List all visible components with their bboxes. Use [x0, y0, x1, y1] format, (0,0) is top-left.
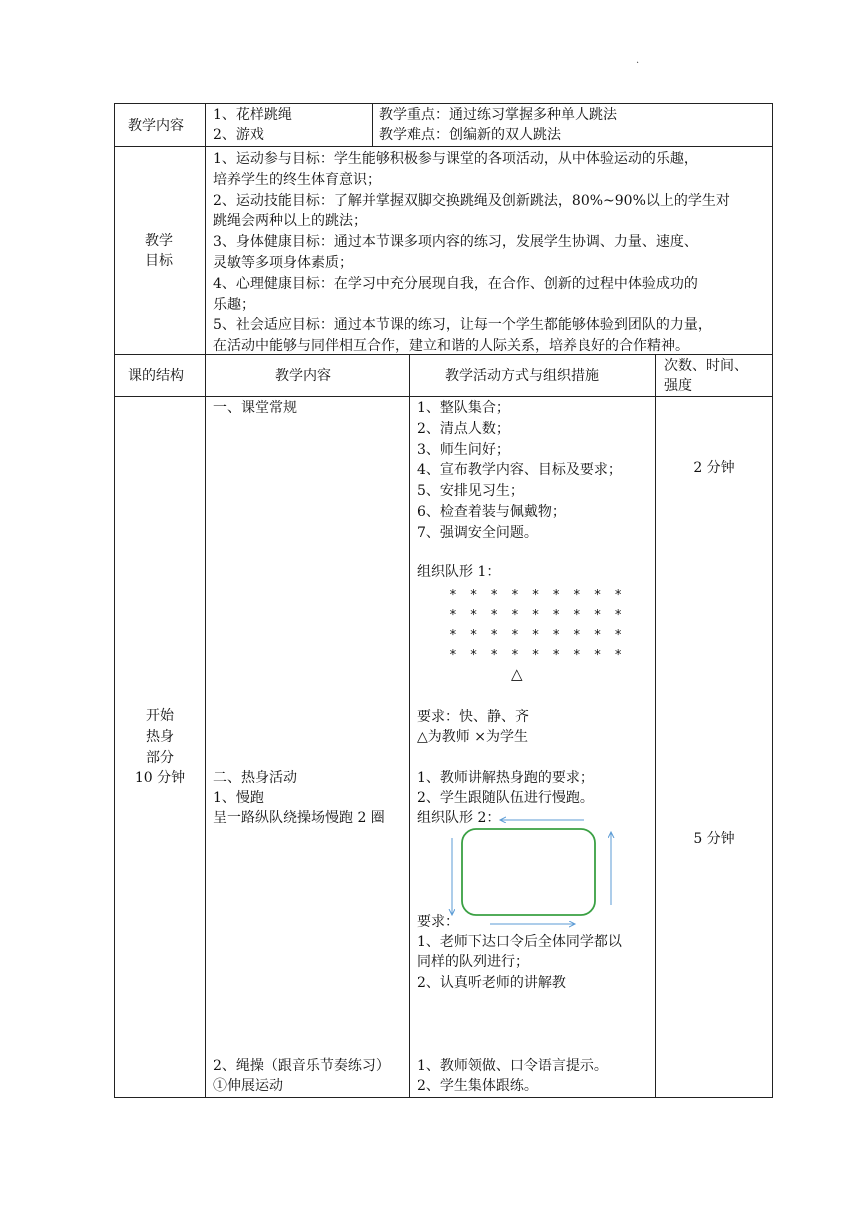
list-item: 1、整队集合；	[417, 400, 510, 416]
content-item-2: 2、游戏	[213, 127, 264, 143]
difficulty: 教学难点：创编新的双人跳法	[379, 127, 561, 143]
col-intensity-2: 强度	[664, 378, 692, 394]
routine-title: 一、课堂常规	[213, 400, 297, 416]
list-item: 4、宣布教学内容、目标及要求；	[417, 462, 622, 479]
section-label: 开始 热身 部分 10 分钟	[134, 708, 186, 787]
formation-row: * * * * * * * * *	[449, 628, 625, 643]
objective-line: 在活动中能够与同伴相互合作，建立和谐的人际关系，培养良好的合作精神。	[213, 338, 689, 355]
col-structure: 课的结构	[128, 368, 184, 384]
list-item: 7、强调安全问题。	[417, 524, 538, 541]
formation1-label: 组织队形 1：	[417, 564, 501, 580]
legend: △为教师 ×为学生	[417, 729, 528, 745]
req2-line: 1、老师下达口令后全体同学都以	[417, 934, 622, 950]
warmup-title: 二、热身活动	[213, 770, 297, 786]
objectives-list	[213, 149, 730, 357]
req2-line: 2、认真听老师的讲解教	[417, 975, 566, 991]
list-item: 3、师生问好；	[417, 441, 510, 458]
jog-step-1: 1、教师讲解热身跑的要求；	[417, 770, 594, 786]
objective-line: 灵敏等多项身体素质；	[213, 254, 353, 271]
page-mark: ·	[636, 58, 640, 69]
objective-line: 3、身体健康目标：通过本节课多项内容的练习，发展学生协调、力量、速度、	[213, 234, 698, 251]
objectives-label-1: 教学	[145, 233, 173, 249]
warmup-time: 5 分钟	[693, 831, 735, 847]
objective-line: 1、运动参与目标：学生能够积极参与课堂的各项活动，从中体验运动的乐趣，	[213, 151, 698, 167]
col-content: 教学内容	[275, 368, 331, 384]
formation-row: * * * * * * * * *	[449, 588, 625, 603]
formation2-label: 组织队形 2：	[417, 810, 501, 826]
formation-row: * * * * * * * * *	[449, 648, 625, 663]
rope-item: ①伸展运动	[213, 1078, 283, 1094]
objective-line: 4、心理健康目标：在学习中充分展现自我，在合作、创新的过程中体验成功的	[213, 275, 698, 292]
objective-line: 2、运动技能目标：了解并掌握双脚交换跳绳及创新跳法，80%~90%以上的学生对	[213, 192, 730, 209]
col-intensity-1: 次数、时间、	[664, 358, 748, 374]
col-activity: 教学活动方式与组织措施	[445, 368, 599, 384]
list-item: 6、检查着装与佩戴物；	[417, 503, 566, 520]
content-item-1: 1、花样跳绳	[213, 107, 292, 123]
requirement-1: 要求：快、静、齐	[417, 709, 529, 725]
routine-time: 2 分钟	[693, 460, 735, 476]
rope-title: 2、绳操（跟音乐节奏练习）	[213, 1058, 390, 1074]
list-item: 2、清点人数；	[417, 420, 510, 437]
objective-line: 5、社会适应目标：通过本节课的练习，让每一个学生都能够体验到团队的力量，	[213, 317, 712, 334]
rope-step-2: 2、学生集体跟练。	[417, 1078, 538, 1094]
track-loop	[462, 829, 595, 915]
formation-row: * * * * * * * * *	[449, 608, 625, 623]
objective-line: 跳绳会两种以上的跳法；	[213, 213, 367, 230]
teacher-triangle-icon: △	[511, 665, 523, 683]
objectives-label-2: 目标	[145, 253, 173, 269]
req2-line: 同样的队列进行；	[417, 954, 529, 970]
formation1-grid	[449, 586, 625, 666]
rope-step-1: 1、教师领做、口令语言提示。	[417, 1058, 608, 1074]
objective-line: 培养学生的终生体育意识；	[213, 171, 381, 188]
content-label: 教学内容	[128, 118, 184, 134]
jog-desc: 呈一路纵队绕操场慢跑 2 圈	[213, 810, 385, 826]
formation2-diagram	[440, 810, 640, 932]
jog-title: 1、慢跑	[213, 790, 264, 806]
objective-line: 乐趣；	[213, 296, 255, 313]
list-item: 5、安排见习生；	[417, 483, 524, 500]
jog-step-2: 2、学生跟随队伍进行慢跑。	[417, 790, 594, 806]
key-point: 教学重点：通过练习掌握多种单人跳法	[379, 107, 617, 123]
req2-title: 要求：	[417, 914, 459, 930]
routine-steps	[417, 398, 622, 544]
